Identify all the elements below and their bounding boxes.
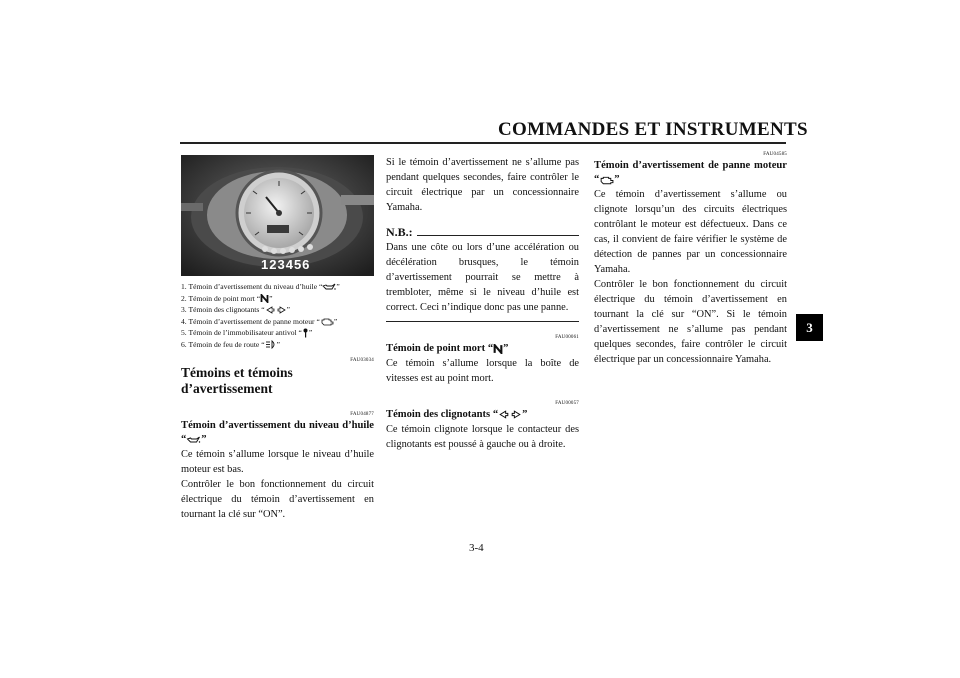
key-icon bbox=[302, 328, 309, 338]
note-end-rule bbox=[386, 321, 579, 322]
heading-text: Témoin d’avertissement du niveau d’huile “ bbox=[181, 420, 374, 445]
heading-text: ” bbox=[522, 409, 528, 420]
paragraph: Contrôler le bon fonctionnement du circuit électrique du témoin d’avertissement en tournant la clé sur “ON”. Si le témoin d’avertissement ne s’allume pas pendant quelques secondes, faire contrôler le circuit électrique par un concessionnaire Yamaha. bbox=[594, 279, 787, 365]
paragraph: Ce témoin s’allume lorsque le niveau d’huile moteur est bas. bbox=[181, 449, 374, 475]
caption-text: 6. Témoin de feu de route “ bbox=[181, 339, 265, 349]
callout-label: 3 bbox=[277, 257, 285, 272]
turn-signal-heading bbox=[386, 408, 579, 422]
turn-signal-icon bbox=[498, 410, 522, 419]
caption-item bbox=[181, 281, 374, 293]
page-header-title: COMMANDES ET INSTRUMENTS bbox=[498, 119, 808, 140]
caption-item bbox=[181, 304, 374, 316]
caption-text: ” bbox=[333, 316, 338, 326]
callout-label: 1 bbox=[261, 257, 269, 272]
engine-warning-heading bbox=[594, 159, 787, 187]
caption-item bbox=[181, 327, 374, 339]
caption-text: ” bbox=[276, 339, 280, 349]
caption-text: ” bbox=[308, 328, 313, 337]
oil-can-icon bbox=[186, 436, 201, 444]
caption-text: ” bbox=[286, 305, 290, 314]
heading-text: ” bbox=[614, 174, 620, 185]
callout-label: 6 bbox=[302, 257, 310, 272]
note-heading bbox=[386, 225, 579, 240]
heading-text: Témoin de point mort “ bbox=[386, 343, 494, 354]
turn-signal-icon bbox=[265, 306, 287, 314]
caption-text: 4. Témoin d’avertissement de panne moteur “ bbox=[181, 316, 320, 326]
reference-code: FAU03034 bbox=[350, 358, 374, 363]
reference-code: FAU00061 bbox=[555, 335, 579, 340]
heading-text: Témoin des clignotants “ bbox=[386, 409, 499, 420]
page-number: 3-4 bbox=[469, 542, 484, 554]
chapter-tab: 3 bbox=[796, 314, 823, 341]
callout-numbers bbox=[261, 257, 309, 272]
heading-text: Témoin d’avertissement de panne moteur “ bbox=[594, 160, 787, 185]
caption-text: ” bbox=[269, 293, 273, 303]
caption-text: 5. Témoin de l’immobilisateur antivol “ bbox=[181, 328, 302, 337]
middle-column bbox=[386, 155, 579, 452]
caption-text: 2. Témoin de point mort “ bbox=[181, 293, 261, 303]
left-column bbox=[181, 155, 374, 522]
callout-label: 5 bbox=[293, 257, 302, 272]
paragraph: Ce témoin s’allume lorsque la boîte de vitesses est au point mort. bbox=[386, 358, 579, 384]
engine-icon bbox=[320, 317, 334, 326]
note-rule bbox=[417, 235, 579, 236]
caption-text: 3. Témoin des clignotants “ bbox=[181, 305, 265, 314]
callout-label: 2 bbox=[269, 257, 277, 272]
header-rule bbox=[180, 142, 786, 144]
engine-icon bbox=[599, 175, 614, 185]
high-beam-icon bbox=[265, 340, 277, 349]
neutral-heading bbox=[386, 342, 579, 356]
figure-caption-list bbox=[181, 281, 374, 350]
heading-text: ” bbox=[201, 434, 207, 445]
caption-text: 1. Témoin d’avertissement du niveau d’huile “ bbox=[181, 282, 323, 291]
oil-can-icon bbox=[322, 283, 336, 291]
neutral-indicator-icon bbox=[260, 294, 269, 303]
caption-item bbox=[181, 316, 374, 328]
reference-code: FAU04877 bbox=[350, 412, 374, 417]
oil-warning-heading bbox=[181, 419, 374, 447]
right-column bbox=[594, 151, 787, 367]
instrument-panel-photo bbox=[181, 155, 374, 276]
caption-item bbox=[181, 339, 374, 351]
note-paragraph: Dans une côte ou lors d’une accélération ou décélération brusques, le témoin d’avertissement pourrait se mettre à trembloter, même si le niveau d’huile est correct. Ceci n’indique donc pas une panne. bbox=[386, 242, 579, 313]
callout-label: 4 bbox=[285, 257, 293, 272]
caption-text: ” bbox=[336, 282, 340, 291]
paragraph: Contrôler le bon fonctionnement du circuit électrique du témoin d’avertissement en tournant la clé sur “ON”. bbox=[181, 479, 374, 520]
section-heading: Témoins et témoins d’avertissement bbox=[181, 365, 293, 396]
heading-text: ” bbox=[503, 343, 509, 354]
reference-code: FAU00057 bbox=[555, 401, 579, 406]
reference-code: FAU04585 bbox=[763, 152, 787, 157]
paragraph: Ce témoin d’avertissement s’allume ou clignote lorsqu’un des circuits électriques contrôlant le moteur est défectueux. Dans ce cas, il convient de faire vérifier le système de détection de pannes par un concessionnaire Yamaha. bbox=[594, 189, 787, 275]
caption-item bbox=[181, 293, 374, 305]
neutral-indicator-icon bbox=[493, 344, 503, 354]
paragraph: Ce témoin clignote lorsque le contacteur des clignotants est poussé à gauche ou à droite. bbox=[386, 424, 579, 450]
note-label: N.B.: bbox=[386, 225, 413, 239]
paragraph: Si le témoin d’avertissement ne s’allume pas pendant quelques secondes, faire contrôler le circuit électrique par un concessionnaire Yamaha. bbox=[386, 157, 579, 213]
